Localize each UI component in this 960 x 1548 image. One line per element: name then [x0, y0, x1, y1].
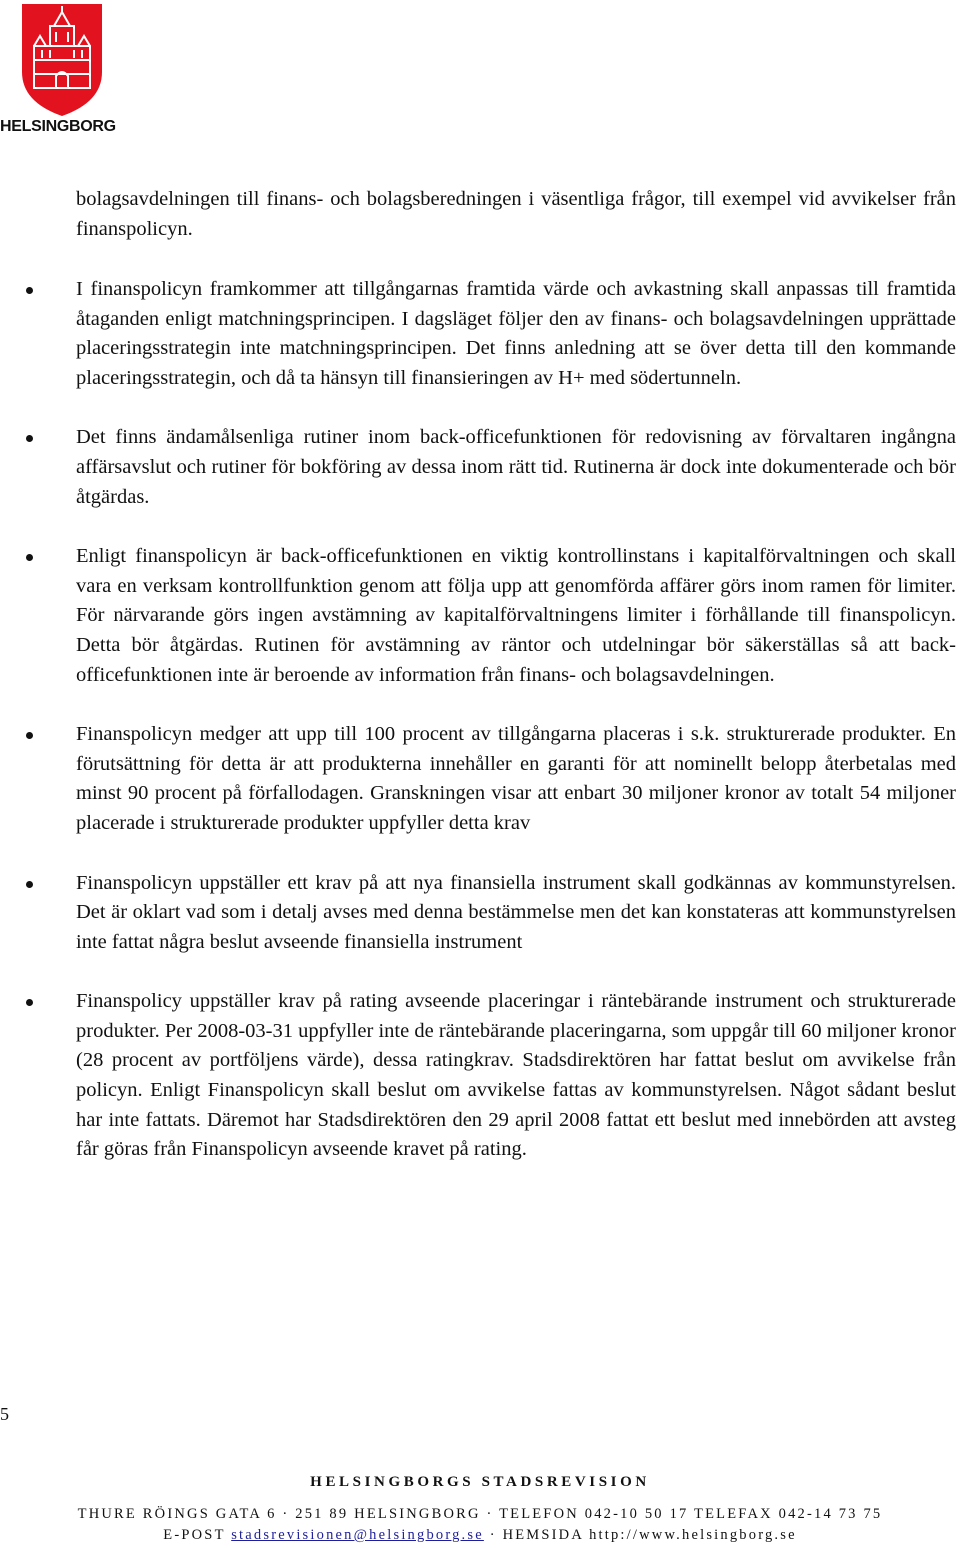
- bullet-text: Finanspolicy uppställer krav på rating avseende placeringar i räntebärande instrument och strukturerade produkter. Per 2008-03-31 uppfyller inte de räntebärande placeringarna, som uppgår till 60 miljoner kronor (28 procent av portföljens värde), dessa ratingkrav. Stadsdirektören har fattat beslut om avvikelse från policyn. Enligt Finanspolicyn skall beslut om avvikelse fattas av kommunstyrelsen. Något sådant beslut har inte fattats. Däremot har Stadsdirektören den 29 april 2008 fattat ett beslut med innebörden att avsteg får göras från Finanspolicyn avseende kravet på rating.: [76, 990, 956, 1161]
- email-label: E-POST: [163, 1527, 226, 1543]
- bullet-text: Finanspolicyn uppställer ett krav på att nya finansiella instrument skall godkännas av kommunstyrelsen. Det är oklart vad som i detalj avses med denna bestämmelse men det kan konstateras att kommunstyrelsen inte fattat några beslut avseende finansiella instrument: [76, 871, 956, 953]
- intro-paragraph: bolagsavdelningen till finans- och bolagsberedningen i väsentliga frågor, till exempel vid avvikelser från finanspolicyn.: [76, 188, 956, 240]
- bullet-text: I finanspolicyn framkommer att tillgångarnas framtida värde och avkastning skall anpassas till framtida åtaganden enligt matchningsprincipen. I dagsläget följer den av finans- och bolagsavdelningen upprättade placeringsstrategin inte matchningsprincipen. Det finns anledning att se över detta till den kommande placeringsstrategin, och då ta hänsyn till finansieringen av H+ med södertunneln.: [76, 278, 956, 389]
- web-address[interactable]: http://www.helsingborg.se: [589, 1527, 797, 1543]
- footer-title: HELSINGBORGS STADSREVISION: [310, 1474, 650, 1490]
- web-label: HEMSIDA: [502, 1527, 584, 1543]
- separator: ·: [489, 1527, 497, 1543]
- bullet-text: Enligt finanspolicyn är back-officefunktionen en viktig kontrollinstans i kapitalförvaltningen och skall vara en verksam kontrollfunktion genom att följa upp att genomförda affärer görs inom ramen för limiter. För närvarande görs ingen avstämning av kapitalförvaltningens limiter i förhållande till finanspolicyn. Detta bör åtgärdas. Rutinen för avstämning av räntor och utdelningar bör säkerställas så att back-officefunktionen inte är beroende av information från finans- och bolagsavdelningen.: [76, 545, 956, 686]
- bullet-list: [0, 275, 960, 1195]
- list-item: [0, 987, 960, 1165]
- city-crest-icon: [20, 2, 104, 118]
- footer-address: THURE RÖINGS GATA 6 · 251 89 HELSINGBORG · TELEFON 042-10 50 17 TELEFAX 042-14 73 75: [77, 1506, 883, 1522]
- list-item: [0, 423, 960, 512]
- footer-contact: [0, 1527, 960, 1544]
- page-number: 5: [0, 1404, 9, 1424]
- bullet-text: Det finns ändamålsenliga rutiner inom back-officefunktionen för redovisning av förvaltaren ingångna affärsavslut och rutiner för bokföring av dessa inom rätt tid. Rutinerna är dock inte dokumenterade och bör åtgärdas.: [76, 426, 956, 508]
- list-item: [0, 542, 960, 690]
- bullet-icon: [26, 554, 33, 561]
- bullet-icon: [26, 287, 33, 294]
- bullet-text: Finanspolicyn medger att upp till 100 procent av tillgångarna placeras i s.k. strukturerade produkter. En förutsättning för detta är att produkterna innehåller en garanti för att nominellt belopp återbetalas med minst 90 procent på förfallodagen. Granskningen visar att enbart 30 miljoner kronor av totalt 54 miljoner placerade i strukturerade produkter uppfyller detta krav: [76, 723, 956, 834]
- list-item: [0, 869, 960, 958]
- list-item: [0, 275, 960, 393]
- bullet-icon: [26, 881, 33, 888]
- bullet-icon: [26, 732, 33, 739]
- bullet-icon: [26, 435, 33, 442]
- logo-text: HELSINGBORG: [0, 118, 116, 135]
- helsingborg-logo: [0, 0, 124, 140]
- list-item: [0, 720, 960, 838]
- bullet-icon: [26, 999, 33, 1006]
- email-link[interactable]: stadsrevisionen@helsingborg.se: [231, 1527, 484, 1543]
